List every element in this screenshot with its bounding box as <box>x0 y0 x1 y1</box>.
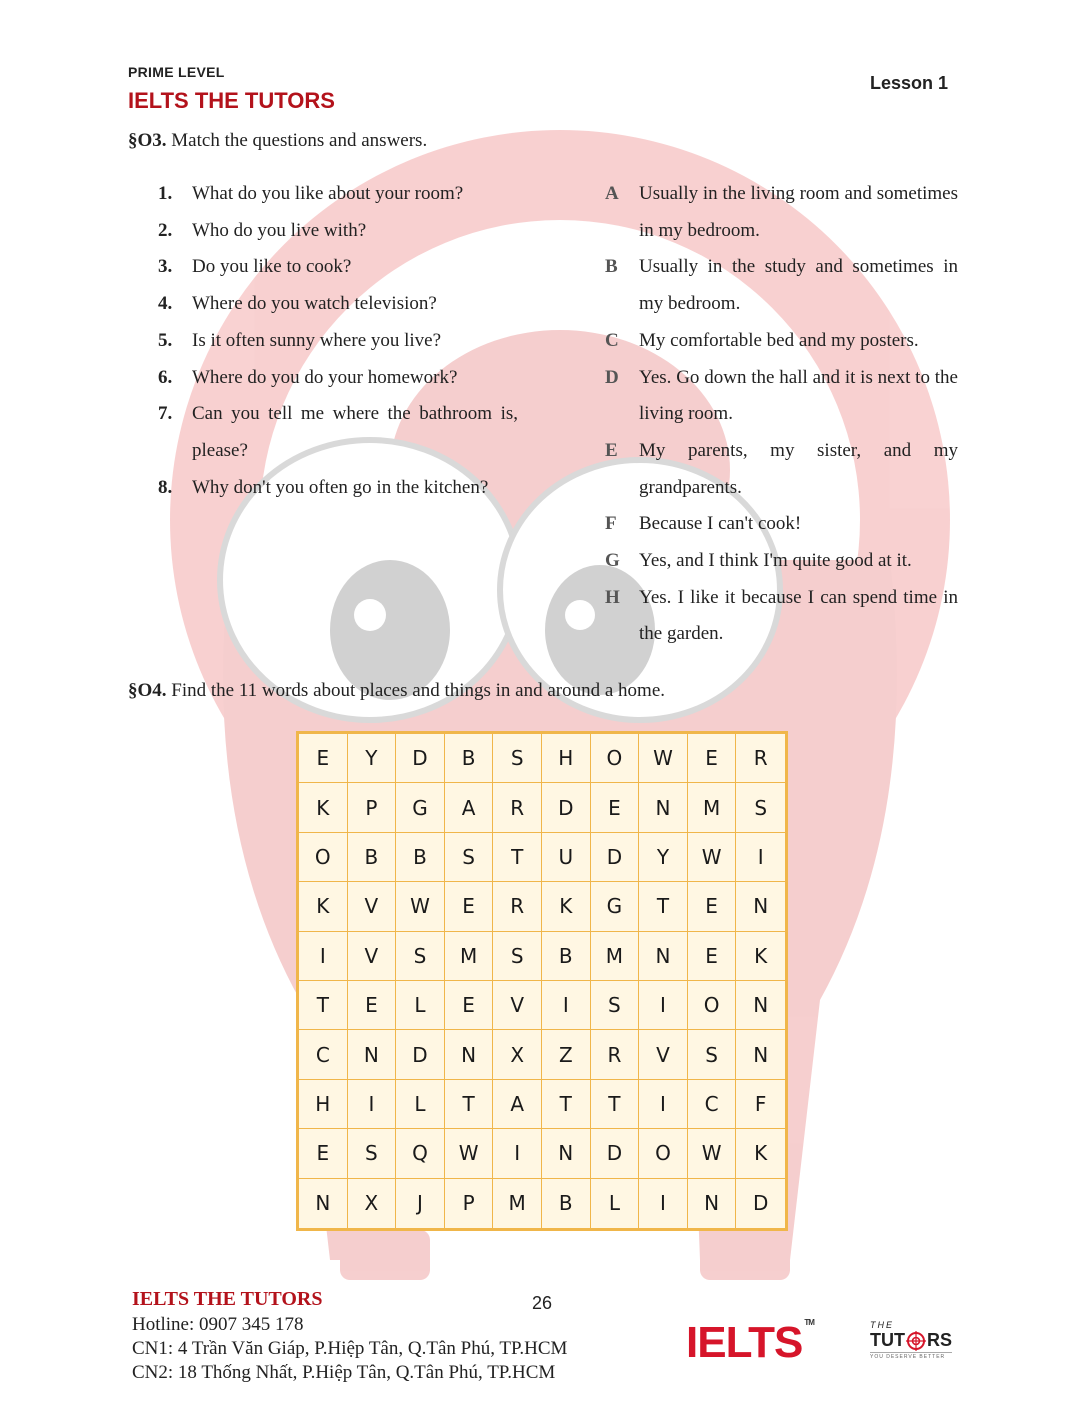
answer-text: Yes. Go down the hall and it is next to the living room. <box>639 366 958 425</box>
question-number: 2. <box>158 219 173 241</box>
question-number: 1. <box>158 183 173 204</box>
grid-cell: K <box>736 1129 785 1178</box>
tutors-logo-left: TUT <box>870 1330 905 1350</box>
grid-cell: V <box>348 932 397 981</box>
grid-cell: B <box>396 833 445 882</box>
word-search-grid <box>296 731 788 1231</box>
grid-cell: N <box>736 1030 785 1079</box>
grid-cell: E <box>445 882 494 931</box>
answer-letter: D <box>605 366 619 388</box>
grid-cell: T <box>445 1080 494 1129</box>
question-text: Can you tell me where the bathroom is, please? <box>192 403 518 461</box>
question-text: Where do you watch television? <box>192 293 437 315</box>
grid-cell: E <box>445 981 494 1030</box>
question-item <box>158 396 518 469</box>
grid-cell: A <box>493 1080 542 1129</box>
grid-cell: E <box>591 783 640 832</box>
grid-cell: T <box>639 882 688 931</box>
answer-text: Yes, and I think I'm quite good at it. <box>639 550 912 572</box>
grid-cell: M <box>445 932 494 981</box>
grid-cell: T <box>591 1080 640 1129</box>
tutors-logo-wordmark <box>870 1330 952 1351</box>
ielts-logo-text: IELTS <box>686 1318 803 1367</box>
grid-cell: I <box>736 833 785 882</box>
grid-cell: S <box>348 1129 397 1178</box>
footer-hotline: Hotline: 0907 345 178 <box>132 1314 304 1335</box>
question-item <box>158 286 518 323</box>
header-brand: IELTS THE TUTORS <box>128 88 335 113</box>
grid-cell: S <box>493 932 542 981</box>
answer-letter: C <box>605 329 619 351</box>
grid-cell: I <box>493 1129 542 1178</box>
grid-cell: N <box>736 981 785 1030</box>
footer-branch-1: CN1: 4 Trần Văn Giáp, P.Hiệp Tân, Q.Tân Phú, TP.HCM <box>132 1338 568 1359</box>
answer-text: Because I can't cook! <box>639 513 802 535</box>
answer-text: Yes. I like it because I can spend time in the garden. <box>639 586 958 645</box>
grid-cell: W <box>445 1129 494 1178</box>
answer-item <box>605 176 958 249</box>
grid-cell: S <box>688 1030 737 1079</box>
question-text: Where do you do your homework? <box>192 366 458 388</box>
grid-cell: G <box>591 882 640 931</box>
grid-cell: U <box>542 833 591 882</box>
grid-cell: Y <box>348 734 397 783</box>
grid-cell: W <box>639 734 688 783</box>
ielts-trademark: TM <box>804 1318 814 1327</box>
answer-item <box>605 580 958 653</box>
grid-cell: B <box>542 932 591 981</box>
grid-cell: L <box>396 981 445 1030</box>
grid-cell: I <box>542 981 591 1030</box>
grid-cell: E <box>688 734 737 783</box>
answer-item <box>605 543 958 580</box>
grid-cell: D <box>542 783 591 832</box>
answer-text: Usually in the study and sometimes in my bedroom. <box>639 256 958 315</box>
section4-title <box>128 680 665 702</box>
question-text: Who do you live with? <box>192 219 367 241</box>
grid-cell: Z <box>542 1030 591 1079</box>
lesson-label: Lesson 1 <box>870 73 949 93</box>
answer-letter: H <box>605 586 620 608</box>
grid-cell: P <box>445 1179 494 1228</box>
the-tutors-logo <box>870 1320 952 1360</box>
grid-cell: L <box>591 1179 640 1228</box>
grid-cell: E <box>688 882 737 931</box>
grid-cell: Y <box>639 833 688 882</box>
grid-cell: R <box>493 882 542 931</box>
grid-cell: I <box>639 1080 688 1129</box>
section3-title <box>128 130 427 152</box>
grid-cell: W <box>396 882 445 931</box>
question-text: Why don't you often go in the kitchen? <box>192 476 489 498</box>
grid-cell: S <box>445 833 494 882</box>
answer-text: My parents, my sister, and my grandparents. <box>639 439 958 498</box>
question-item <box>158 213 518 250</box>
target-icon <box>906 1331 926 1351</box>
grid-cell: X <box>493 1030 542 1079</box>
grid-cell: H <box>542 734 591 783</box>
grid-cell: N <box>542 1129 591 1178</box>
grid-cell: N <box>688 1179 737 1228</box>
grid-cell: M <box>493 1179 542 1228</box>
grid-cell: N <box>299 1179 348 1228</box>
grid-cell: E <box>688 932 737 981</box>
grid-cell: S <box>736 783 785 832</box>
answer-text: My comfortable bed and my posters. <box>639 329 919 351</box>
grid-cell: S <box>396 932 445 981</box>
grid-cell: I <box>639 981 688 1030</box>
grid-cell: I <box>299 932 348 981</box>
grid-cell: T <box>493 833 542 882</box>
page-number: 26 <box>532 1293 553 1313</box>
grid-cell: N <box>445 1030 494 1079</box>
answer-list <box>605 176 958 653</box>
grid-cell: N <box>348 1030 397 1079</box>
grid-cell: D <box>396 1030 445 1079</box>
grid-cell: B <box>348 833 397 882</box>
grid-cell: G <box>396 783 445 832</box>
tutors-logo-the: THE <box>870 1320 894 1330</box>
grid-cell: V <box>348 882 397 931</box>
answer-text: Usually in the living room and sometimes in my bedroom. <box>639 183 958 241</box>
question-number: 5. <box>158 329 173 351</box>
grid-cell: S <box>591 981 640 1030</box>
footer-brand: IELTS THE TUTORS <box>132 1288 323 1310</box>
section3-code: §O3. <box>128 130 167 151</box>
answer-letter: A <box>605 183 619 204</box>
grid-cell: D <box>396 734 445 783</box>
grid-cell: B <box>542 1179 591 1228</box>
grid-cell: Q <box>396 1129 445 1178</box>
grid-cell: D <box>591 1129 640 1178</box>
ielts-logo <box>686 1318 814 1368</box>
answer-letter: E <box>605 439 618 461</box>
question-text: Do you like to cook? <box>192 256 352 278</box>
grid-cell: T <box>299 981 348 1030</box>
answer-item <box>605 249 958 322</box>
grid-cell: E <box>299 1129 348 1178</box>
grid-cell: S <box>493 734 542 783</box>
grid-cell: W <box>688 833 737 882</box>
grid-cell: I <box>639 1179 688 1228</box>
question-number: 4. <box>158 293 173 315</box>
grid-cell: R <box>736 734 785 783</box>
grid-cell: W <box>688 1129 737 1178</box>
answer-item <box>605 506 958 543</box>
section3-instruction: Match the questions and answers. <box>171 130 428 151</box>
question-number: 3. <box>158 256 173 278</box>
question-item <box>158 176 518 213</box>
question-item <box>158 470 518 507</box>
grid-cell: O <box>591 734 640 783</box>
grid-cell: J <box>396 1179 445 1228</box>
level-label: PRIME LEVEL <box>128 64 225 80</box>
question-list <box>158 176 518 506</box>
grid-cell: K <box>299 882 348 931</box>
tutors-logo-tagline: YOU DESERVE BETTER <box>870 1352 952 1360</box>
grid-cell: D <box>591 833 640 882</box>
grid-cell: D <box>752 1191 769 1216</box>
grid-cell: V <box>639 1030 688 1079</box>
grid-cell: E <box>299 734 348 783</box>
grid-cell: K <box>542 882 591 931</box>
grid-cell: H <box>299 1080 348 1129</box>
grid-cell: X <box>348 1179 397 1228</box>
answer-letter: G <box>605 550 620 572</box>
footer-branch-2: CN2: 18 Thống Nhất, P.Hiệp Tân, Q.Tân Phú, TP.HCM <box>132 1362 556 1383</box>
grid-cell: M <box>688 783 737 832</box>
grid-cell: T <box>542 1080 591 1129</box>
grid-cell: N <box>639 932 688 981</box>
section4-instruction: Find the 11 words about places and things in and around a home. <box>171 680 666 701</box>
question-item <box>158 360 518 397</box>
grid-cell: N <box>736 882 785 931</box>
grid-cell: F <box>736 1080 785 1129</box>
grid-cell: R <box>493 783 542 832</box>
question-text: Is it often sunny where you live? <box>192 329 442 351</box>
grid-cell: M <box>591 932 640 981</box>
tutors-logo-right: RS <box>927 1330 953 1350</box>
answer-item <box>605 323 958 360</box>
grid-cell: A <box>445 783 494 832</box>
question-item <box>158 323 518 360</box>
answer-letter: B <box>605 256 618 278</box>
grid-cell: K <box>299 783 348 832</box>
grid-cell: C <box>299 1030 348 1079</box>
grid-cell: L <box>396 1080 445 1129</box>
grid-cell: O <box>299 833 348 882</box>
grid-cell: E <box>348 981 397 1030</box>
grid-cell: B <box>445 734 494 783</box>
question-number: 6. <box>158 366 173 388</box>
grid-cell: V <box>493 981 542 1030</box>
answer-item <box>605 360 958 433</box>
grid-cell: C <box>688 1080 737 1129</box>
grid-cell: I <box>348 1080 397 1129</box>
question-number: 8. <box>158 476 173 498</box>
question-number: 7. <box>158 403 173 425</box>
question-item <box>158 249 518 286</box>
answer-item <box>605 433 958 506</box>
grid-cell: P <box>348 783 397 832</box>
grid-cell: O <box>688 981 737 1030</box>
grid-cell: K <box>736 932 785 981</box>
grid-cell: N <box>639 783 688 832</box>
section4-code: §O4. <box>128 680 167 701</box>
grid-cell: R <box>591 1030 640 1079</box>
grid-cell: O <box>639 1129 688 1178</box>
answer-letter: F <box>605 513 617 535</box>
question-text: What do you like about your room? <box>192 183 464 204</box>
